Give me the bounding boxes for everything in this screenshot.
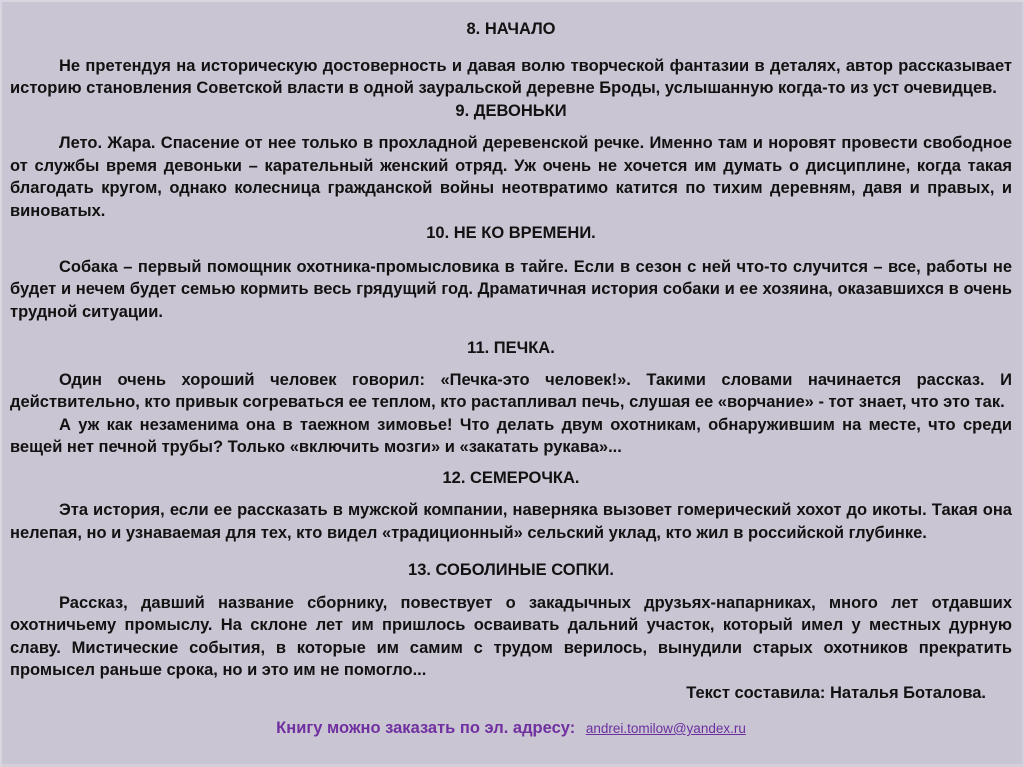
section-heading-8: 8. НАЧАЛО <box>466 20 556 38</box>
section-paragraph: А уж как незаменима она в таежном зимовье! Что делать двум охотникам, обнаружившим на месте, что среди вещей нет печной трубы? Только «включить мозги» и «закатать рукава»... <box>10 415 1012 456</box>
section-paragraph: Лето. Жара. Спасение от нее только в прохладной деревенской речке. Именно там и норовят провести свободное от службы время девоньки – карательный женский отряд. Уж очень не хочется им думать о дисциплине, когда такая благодать кругом, однако колесница гражданской войны неотвратимо катится по тихим деревням, давя и правых, и виноватых. <box>10 134 1012 220</box>
section-heading-13: 13. СОБОЛИНЫЕ СОПКИ. <box>408 561 614 579</box>
section-paragraph: Собака – первый помощник охотника-промысловика в тайге. Если в сезон с ней что-то случится – все, работы не будет и нечем будет семью кормить весь грядущий год. Драматичная история собаки и ее хозяина, оказавшихся в очень трудной ситуации. <box>10 257 1012 321</box>
section-paragraph: Рассказ, давший название сборнику, повествует о закадычных друзьях-напарниках, много лет отдавших охотничьему промыслу. На склоне лет им пришлось осваивать дальний участок, который имел у местных дурную славу. Мистические события, в которые им самим с трудом верилось, вынудили старых охотников прекратить промысел раньше срока, но и это им не помогло... <box>10 593 1012 679</box>
section-paragraph: Один очень хороший человек говорил: «Печка-это человек!». Такими словами начинается рассказ. И действительно, кто привык согреваться ее теплом, кто растапливал печь, слушая ее «ворчание» - тот знает, что это так. <box>10 370 1012 411</box>
order-email-link[interactable]: andrei.tomilow@yandex.ru <box>585 721 746 736</box>
byline: Текст составила: Наталья Боталова. <box>686 683 986 702</box>
order-label: Книгу можно заказать по эл. адресу: <box>276 719 576 737</box>
section-paragraph: Не претендуя на историческую достоверность и давая волю творческой фантазии в деталях, автор рассказывает историю становления Советской власти в одной зауральской деревне Броды, услышанную когда-то из уст очевидцев. <box>10 56 1012 97</box>
section-heading-11: 11. ПЕЧКА. <box>467 339 555 357</box>
section-heading-12: 12. СЕМЕРОЧКА. <box>442 468 580 487</box>
order-info-line <box>10 717 1012 741</box>
section-paragraph: Эта история, если ее рассказать в мужской компании, наверняка вызовет гомерический хохот до икоты. Такая она нелепая, но и узнаваемая для тех, кто видел «традиционный» сельский уклад, кто жил в российской глубинке. <box>10 501 1012 542</box>
section-heading-9: 9. ДЕВОНЬКИ <box>455 101 567 120</box>
section-heading-10: 10. НЕ КО ВРЕМЕНИ. <box>426 224 596 242</box>
